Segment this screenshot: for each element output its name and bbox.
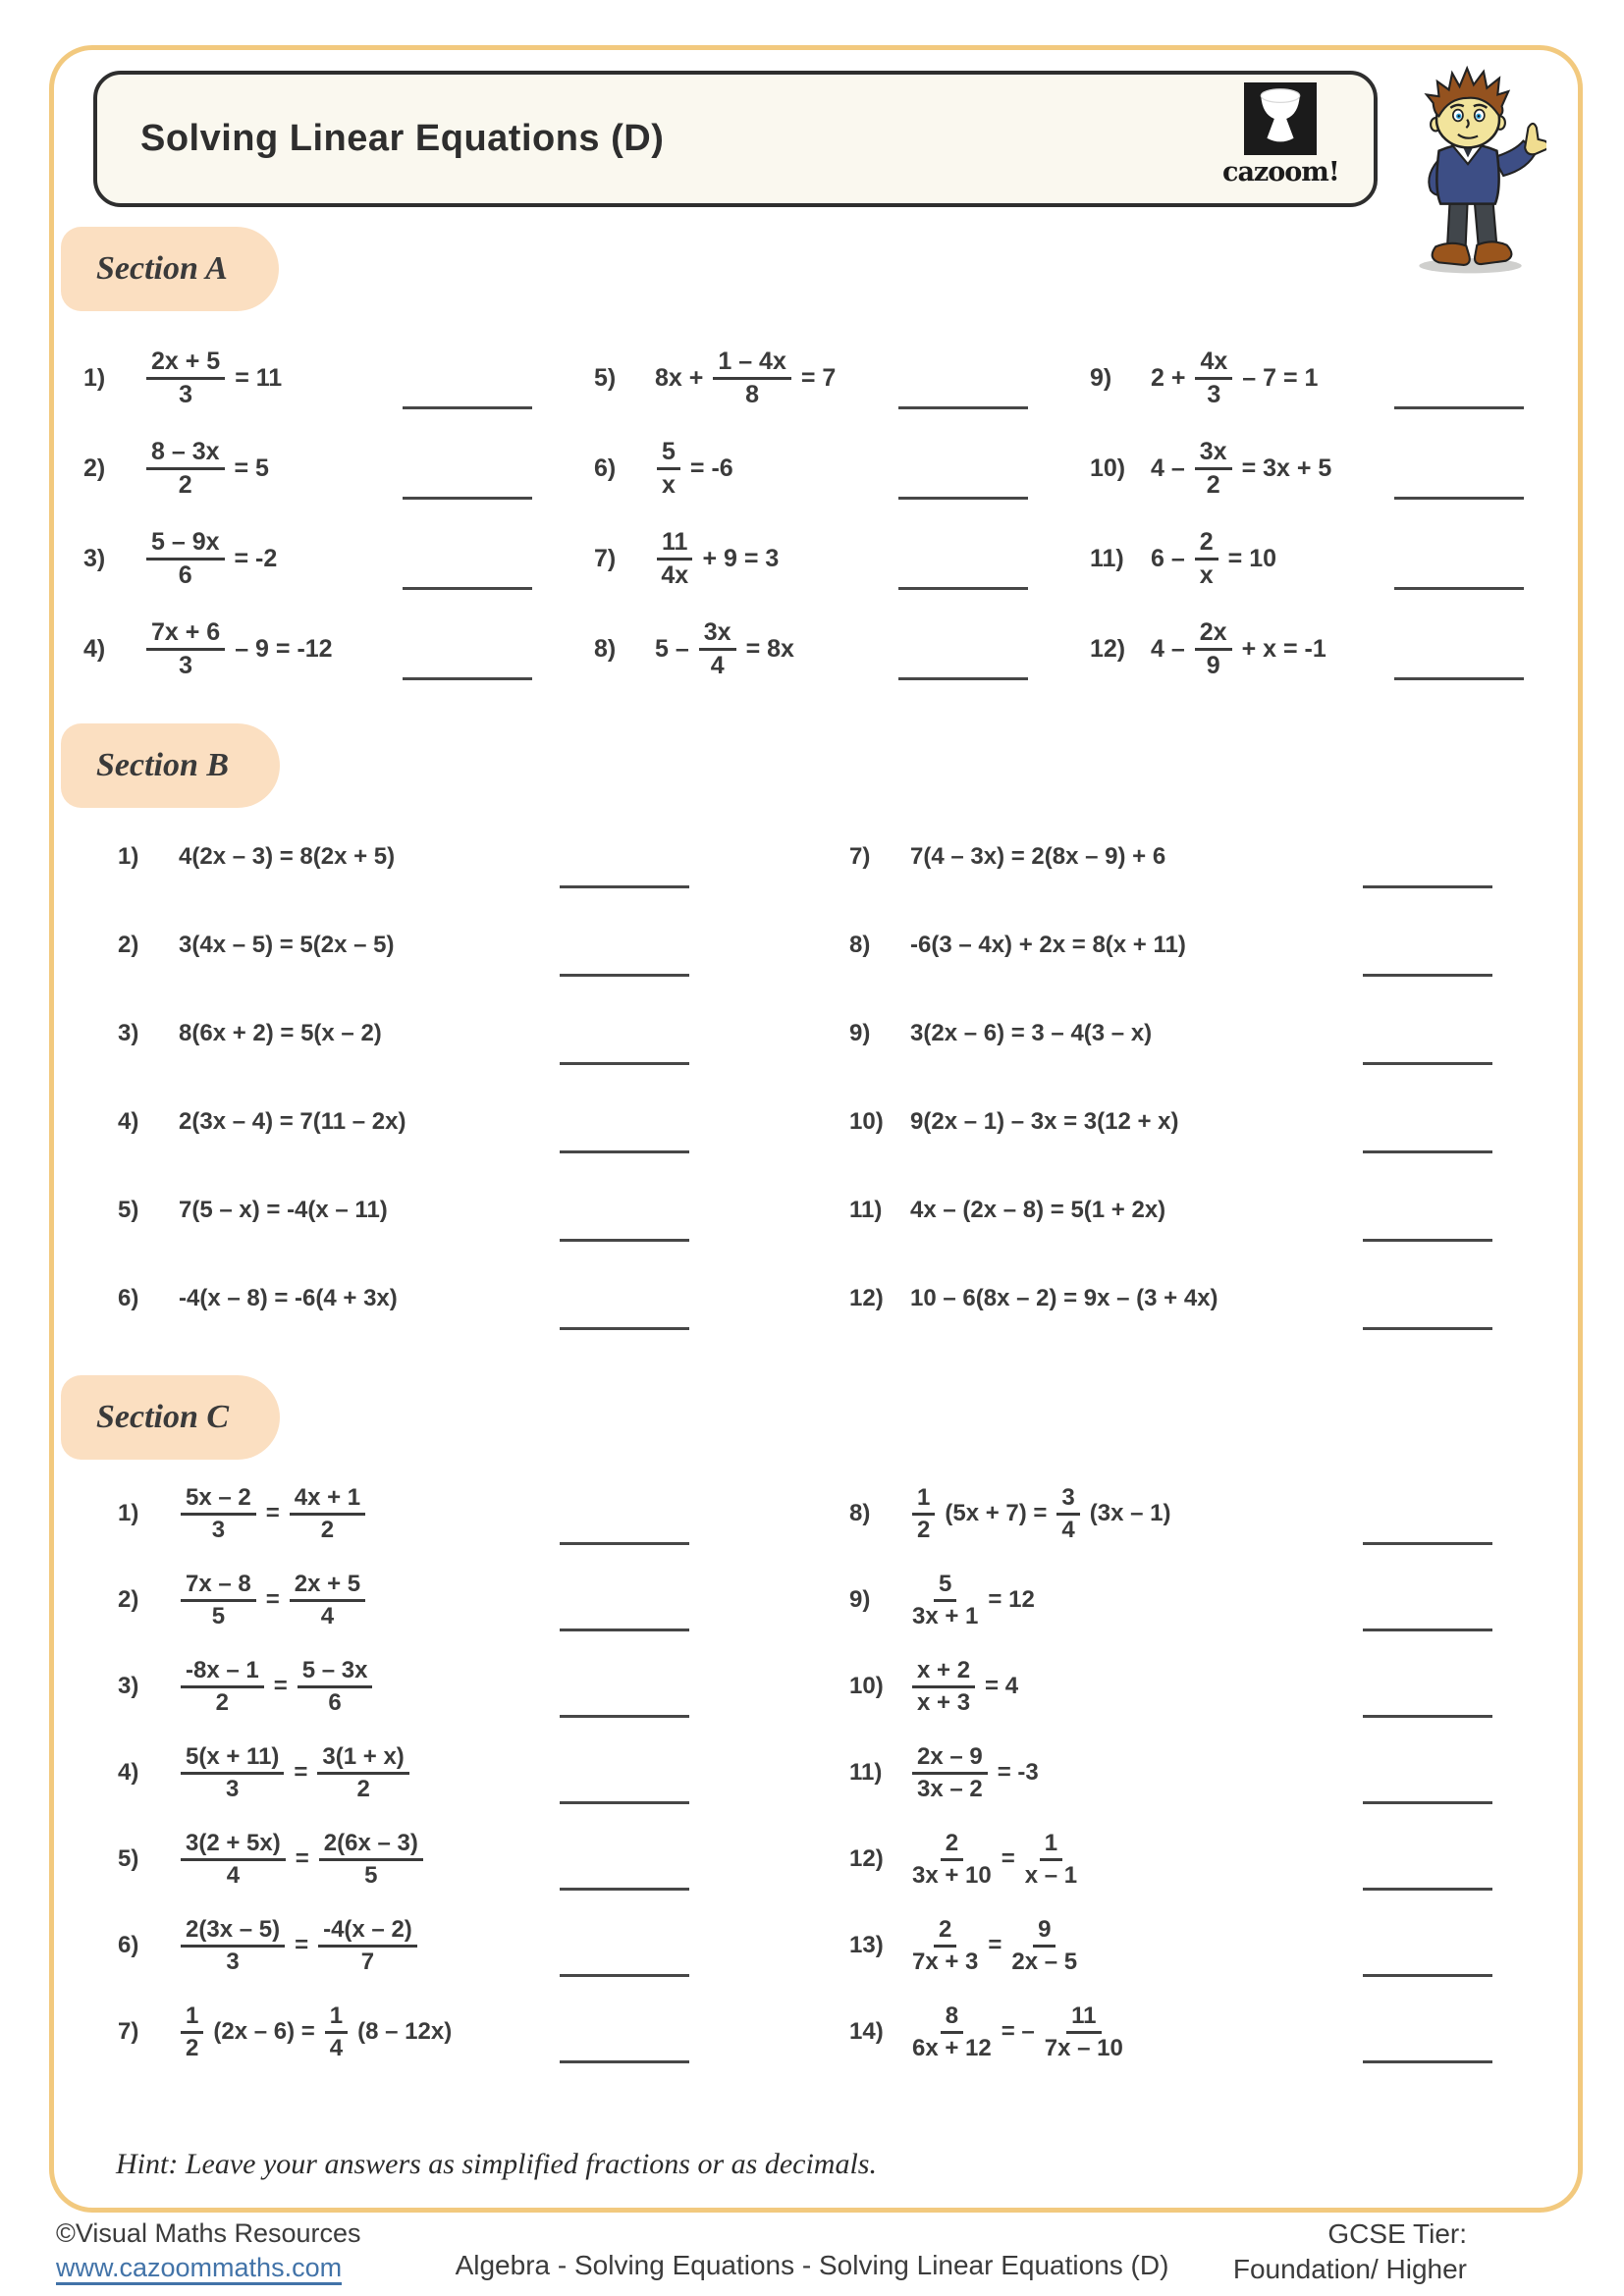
problem: [835, 1255, 1532, 1343]
fraction: $\frac{8 - 3x}{2}$: [146, 439, 225, 498]
fraction: $\frac{1}{2}$: [912, 1485, 935, 1541]
problem-number: 7): [849, 843, 871, 870]
page-title: Solving Linear Equations (D): [140, 118, 665, 159]
problem: [103, 1255, 835, 1343]
fraction: $\frac{2x - 9}{3x - 2}$: [912, 1744, 988, 1800]
answer-line: [560, 1150, 689, 1153]
equation: 5 – $\frac{3x}{4}$ = 8x: [655, 618, 794, 679]
problem-number: 11): [849, 1759, 883, 1786]
equation: 4x – (2x – 8) = 5(1 + 2x): [910, 1197, 1166, 1223]
problem: [69, 423, 579, 513]
problem: [103, 1730, 835, 1816]
problem-number: 2): [118, 932, 139, 958]
problem-number: 4): [118, 1108, 139, 1135]
problem-number: 14): [849, 2018, 884, 2045]
problem: [579, 423, 1075, 513]
fraction: $\frac{5x - 2}{3}$: [181, 1485, 256, 1541]
logo-wordmark: cazoom!: [1222, 157, 1339, 187]
fraction: $\frac{4x + 1}{2}$: [290, 1485, 365, 1541]
problem: [579, 333, 1075, 423]
answer-line: [560, 1715, 689, 1718]
fraction: $\frac{5(x + 11)}{3}$: [181, 1744, 284, 1800]
equation: 7(4 – 3x) = 2(8x – 9) + 6: [910, 843, 1166, 870]
fraction: $\frac{5}{3x + 1}$: [912, 1571, 979, 1629]
answer-line: [560, 2060, 689, 2063]
djembe-drum-icon: [1244, 82, 1317, 155]
equation: 8(6x + 2) = 5(x – 2): [179, 1020, 382, 1046]
answer-line: [1363, 1239, 1492, 1242]
problem-number: 6): [118, 1932, 139, 1958]
problem-number: 10): [849, 1673, 884, 1699]
equation: $\frac{2x + 5}{3}$ = 11: [144, 348, 282, 407]
problem: [835, 1078, 1532, 1166]
fraction: $\frac{3x}{2}$: [1195, 439, 1232, 498]
equation: $\frac{x + 2}{x + 3}$ = 4: [910, 1658, 1018, 1714]
hint-text: Hint: Leave your answers as simplified fractions or as decimals.: [116, 2148, 877, 2180]
problem: [1075, 333, 1571, 423]
fraction: $\frac{-8x - 1}{2}$: [181, 1658, 264, 1714]
equation: $\frac{2}{3x + 10}$ = $\frac{1}{x - 1}$: [912, 1830, 1078, 1889]
answer-line: [898, 406, 1028, 409]
answer-line: [403, 587, 532, 590]
problem-number: 8): [594, 634, 617, 663]
equation: 2 + $\frac{4x}{3}$ – 7 = 1: [1151, 347, 1319, 408]
equation: $\frac{7x + 6}{3}$ – 9 = -12: [144, 619, 333, 678]
fraction: $\frac{7x - 8}{5}$: [181, 1572, 256, 1628]
equation: 3(4x – 5) = 5(2x – 5): [179, 932, 395, 958]
equation: $\frac{1}{2}$ (2x – 6) = $\frac{1}{4}$ (8 – 12x): [179, 2003, 452, 2059]
equation: 2(3x – 4) = 7(11 – 2x): [179, 1108, 406, 1135]
equation: $\frac{3(2 + 5x)}{4}$ = $\frac{2(6x - 3)}{5}$: [179, 1831, 425, 1887]
equation: 3(2x – 6) = 3 – 4(3 – x): [910, 1020, 1153, 1046]
title-box: [93, 71, 1378, 207]
problem: [103, 1470, 835, 1557]
fraction: $\frac{3x}{4}$: [699, 619, 736, 678]
problem: [579, 604, 1075, 694]
fraction: $\frac{3(1 + x)}{2}$: [317, 1744, 408, 1800]
equation: $\frac{2x - 9}{3x - 2}$ = -3: [910, 1744, 1039, 1800]
problem: [103, 1078, 835, 1166]
equation: 4(2x – 3) = 8(2x + 5): [179, 843, 396, 870]
problem-number: 7): [594, 544, 617, 572]
fraction: $\frac{2x + 5}{3}$: [146, 348, 225, 407]
fraction: $\frac{9}{2x - 5}$: [1011, 1916, 1078, 1975]
problem-number: 9): [849, 1586, 871, 1613]
website-link[interactable]: www.cazoommaths.com: [56, 2253, 342, 2285]
problem-number: 12): [849, 1285, 884, 1311]
problem: [1075, 423, 1571, 513]
fraction: $\frac{2}{x}$: [1195, 529, 1218, 588]
equation: $\frac{5}{3x + 1}$ = 12: [912, 1571, 1035, 1629]
problem-number: 4): [118, 1759, 139, 1786]
equation: $\frac{11}{4x}$ + 9 = 3: [655, 529, 779, 588]
equation: $\frac{1}{2}$ (5x + 7) = $\frac{3}{4}$ (3x – 1): [910, 1485, 1171, 1541]
problem: [835, 1989, 1532, 2075]
problem: [835, 989, 1532, 1078]
fraction: $\frac{1 - 4x}{8}$: [713, 348, 791, 407]
problem: [103, 901, 835, 989]
fraction: $\frac{11}{7x - 10}$: [1044, 2002, 1123, 2061]
footer-breadcrumb: Algebra - Solving Equations - Solving Linear Equations (D): [455, 2250, 1169, 2280]
problem: [103, 1816, 835, 1902]
answer-line: [560, 1327, 689, 1330]
fraction: $\frac{1}{2}$: [181, 2003, 203, 2059]
equation: $\frac{5x - 2}{3}$ = $\frac{4x + 1}{2}$: [179, 1485, 367, 1541]
problem: [835, 1166, 1532, 1255]
fraction: $\frac{1}{x - 1}$: [1024, 1830, 1078, 1889]
answer-line: [403, 497, 532, 500]
equation: $\frac{7x - 8}{5}$ = $\frac{2x + 5}{4}$: [179, 1572, 367, 1628]
answer-line: [1363, 1327, 1492, 1330]
fraction: $\frac{2(3x - 5)}{3}$: [181, 1917, 285, 1973]
fraction: $\frac{4x}{3}$: [1195, 348, 1232, 407]
fraction: $\frac{2}{3x + 10}$: [912, 1830, 992, 1889]
answer-line: [1363, 1801, 1492, 1804]
answer-line: [560, 1239, 689, 1242]
problem: [103, 1989, 835, 2075]
mascot-boy-thumbs-up-illustration: [1389, 65, 1546, 276]
problem-number: 2): [118, 1586, 139, 1613]
problem-number: 9): [849, 1020, 871, 1046]
equation: -4(x – 8) = -6(4 + 3x): [179, 1285, 398, 1311]
answer-line: [560, 1542, 689, 1545]
fraction: $\frac{-4(x - 2)}{7}$: [318, 1917, 417, 1973]
problem-number: 4): [83, 634, 106, 663]
problem: [103, 1902, 835, 1989]
answer-line: [1394, 406, 1524, 409]
section-c-problems: [103, 1470, 1532, 2075]
problem: [103, 1643, 835, 1730]
problem-number: 6): [594, 454, 617, 482]
problem-number: 13): [849, 1932, 884, 1958]
fraction: $\frac{3}{4}$: [1056, 1485, 1079, 1541]
answer-line: [560, 885, 689, 888]
equation: $\frac{2}{7x + 3}$ = $\frac{9}{2x - 5}$: [912, 1916, 1078, 1975]
footer-tier-block: [1233, 2216, 1467, 2288]
section-b-header: Section B: [61, 723, 280, 808]
answer-line: [898, 497, 1028, 500]
problem-number: 6): [118, 1285, 139, 1311]
equation: 4 – $\frac{2x}{9}$ + x = -1: [1151, 618, 1326, 679]
problem-number: 12): [1090, 634, 1126, 663]
answer-line: [560, 1974, 689, 1977]
problem: [835, 1730, 1532, 1816]
answer-line: [403, 406, 532, 409]
equation: $\frac{8}{6x + 12}$ = – $\frac{11}{7x - 10}$: [912, 2002, 1123, 2061]
problem: [103, 813, 835, 901]
fraction: $\frac{5 - 9x}{6}$: [146, 529, 225, 588]
section-b-problems: [103, 813, 1532, 1343]
problem-number: 5): [118, 1845, 139, 1872]
answer-line: [1363, 2060, 1492, 2063]
problem-number: 9): [1090, 363, 1112, 392]
problem-number: 11): [849, 1197, 883, 1223]
problem-number: 1): [118, 1500, 139, 1526]
fraction: $\frac{x + 2}{x + 3}$: [912, 1658, 975, 1714]
problem-number: 8): [849, 932, 871, 958]
problem: [835, 901, 1532, 989]
answer-line: [1363, 1888, 1492, 1891]
answer-line: [560, 1801, 689, 1804]
answer-line: [1394, 587, 1524, 590]
problem: [835, 813, 1532, 901]
problem: [835, 1902, 1532, 1989]
equation: -6(3 – 4x) + 2x = 8(x + 11): [910, 932, 1186, 958]
answer-line: [1363, 885, 1492, 888]
answer-line: [560, 974, 689, 977]
problem: [579, 513, 1075, 604]
answer-line: [1363, 1542, 1492, 1545]
problem-number: 5): [594, 363, 617, 392]
equation: 8x + $\frac{1 - 4x}{8}$ = 7: [655, 347, 837, 408]
fraction: $\frac{7x + 6}{3}$: [146, 619, 225, 678]
problem: [835, 1643, 1532, 1730]
equation: $\frac{-8x - 1}{2}$ = $\frac{5 - 3x}{6}$: [179, 1658, 374, 1714]
problem: [103, 1557, 835, 1643]
problem-number: 1): [118, 843, 139, 870]
fraction: $\frac{2}{7x + 3}$: [912, 1916, 979, 1975]
problem: [69, 333, 579, 423]
problem-number: 10): [849, 1108, 884, 1135]
fraction: $\frac{11}{4x}$: [657, 529, 692, 588]
problem-number: 3): [118, 1020, 139, 1046]
equation: $\frac{5}{x}$ = -6: [655, 439, 733, 498]
problem-number: 7): [118, 2018, 139, 2045]
tier-value: Foundation/ Higher: [1232, 2254, 1467, 2285]
equation: $\frac{5 - 9x}{6}$ = -2: [144, 529, 277, 588]
answer-line: [1394, 497, 1524, 500]
problem: [1075, 604, 1571, 694]
fraction: $\frac{8}{6x + 12}$: [912, 2002, 992, 2061]
section-a-header: Section A: [61, 227, 279, 311]
answer-line: [560, 1629, 689, 1631]
answer-line: [1363, 1062, 1492, 1065]
fraction: $\frac{5}{x}$: [657, 439, 680, 498]
problem: [835, 1557, 1532, 1643]
problem-number: 5): [118, 1197, 139, 1223]
equation: $\frac{8 - 3x}{2}$ = 5: [144, 439, 269, 498]
problem: [69, 604, 579, 694]
equation: $\frac{5(x + 11)}{3}$ = $\frac{3(1 + x)}{2}$: [179, 1744, 411, 1800]
problem-number: 8): [849, 1500, 871, 1526]
equation: 4 – $\frac{3x}{2}$ = 3x + 5: [1151, 438, 1332, 499]
fraction: $\frac{2x + 5}{4}$: [290, 1572, 365, 1628]
problem-number: 10): [1090, 454, 1126, 482]
equation: 7(5 – x) = -4(x – 11): [179, 1197, 388, 1223]
answer-line: [560, 1062, 689, 1065]
answer-line: [1363, 1150, 1492, 1153]
fraction: $\frac{2(6x - 3)}{5}$: [319, 1831, 423, 1887]
answer-line: [1363, 1629, 1492, 1631]
fraction: $\frac{5 - 3x}{6}$: [298, 1658, 373, 1714]
copyright-text: ©Visual Maths Resources: [56, 2218, 361, 2248]
answer-line: [898, 587, 1028, 590]
equation: 6 – $\frac{2}{x}$ = 10: [1151, 528, 1277, 589]
answer-line: [1363, 1974, 1492, 1977]
answer-line: [1363, 1715, 1492, 1718]
answer-line: [560, 1888, 689, 1891]
equation: $\frac{2(3x - 5)}{3}$ = $\frac{-4(x - 2)}{7}$: [179, 1917, 419, 1973]
problem-number: 2): [83, 454, 106, 482]
equation: 10 – 6(8x – 2) = 9x – (3 + 4x): [910, 1285, 1218, 1311]
problem-number: 3): [118, 1673, 139, 1699]
problem: [69, 513, 579, 604]
equation: 9(2x – 1) – 3x = 3(12 + x): [910, 1108, 1179, 1135]
answer-line: [1394, 677, 1524, 680]
fraction: $\frac{2x}{9}$: [1195, 619, 1232, 678]
section-c-header: Section C: [61, 1375, 280, 1460]
problem-number: 3): [83, 544, 106, 572]
problem: [103, 989, 835, 1078]
answer-line: [898, 677, 1028, 680]
answer-line: [403, 677, 532, 680]
problem: [1075, 513, 1571, 604]
problem: [835, 1816, 1532, 1902]
problem: [103, 1166, 835, 1255]
fraction: $\frac{3(2 + 5x)}{4}$: [181, 1831, 286, 1887]
section-a-problems: [69, 333, 1571, 694]
tier-label: GCSE Tier:: [1327, 2218, 1467, 2249]
cazoom-logo: [1222, 82, 1338, 187]
problem-number: 11): [1090, 544, 1124, 572]
problem: [835, 1470, 1532, 1557]
problem-number: 12): [849, 1845, 884, 1872]
answer-line: [1363, 974, 1492, 977]
fraction: $\frac{1}{4}$: [325, 2003, 348, 2059]
problem-number: 1): [83, 363, 106, 392]
